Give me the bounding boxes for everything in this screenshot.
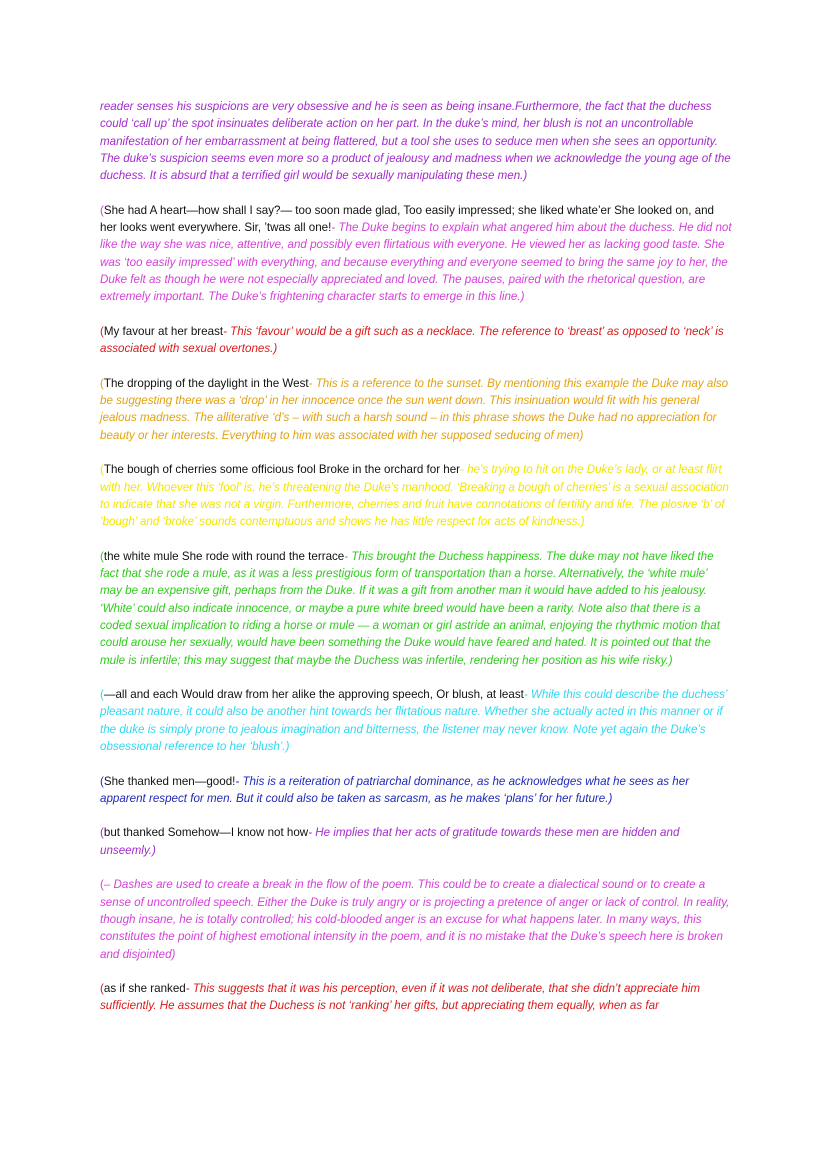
annotation-paragraph xyxy=(100,548,732,669)
annotation-paragraph xyxy=(100,980,732,1015)
annotation-paragraph xyxy=(100,876,732,962)
annotation-paragraph xyxy=(100,824,732,859)
analysis-note: - This suggests that it was his perception, even if it was not deliberate, that she didn’t appreciate him sufficiently. He assumes that the Duchess is not ‘ranking’ her gifts, but appreciating them equally, when as far xyxy=(100,982,700,1013)
opening-parenthesis: ( xyxy=(100,982,104,996)
poem-quote: the white mule She rode with round the terrace xyxy=(103,549,345,563)
annotation-paragraph xyxy=(100,461,732,530)
analysis-note: - This brought the Duchess happiness. The duke may not have liked the fact that she rode a mule, as it was a less prestigious form of transportation than a horse. Alternatively, the ‘white mule’ may be an expensive gift, perhaps from the Duke. If it was a gift from another man it would have added to his jealousy. ‘White’ could also indicate innocence, or maybe a pure white breed would have been a rarity. Note also that there is a coded sexual implication to riding a horse or mule — a woman or girl astride an animal, enjoying the rhythmic motion that could arouse her sexually, would have been something the Duke would have feared and hated. It is pointed out that the mule is infertile; this may suggest that maybe the Duchess was infertile, rendering her position as his wife risky.) xyxy=(100,549,720,667)
annotation-paragraph xyxy=(100,686,732,755)
opening-parenthesis: ( xyxy=(100,878,104,892)
annotation-paragraph xyxy=(100,98,732,184)
opening-parenthesis: ( xyxy=(100,324,104,338)
analysis-note: - The Duke begins to explain what angered him about the duchess. He did not like the way she was nice, attentive, and possibly even flirtatious with everyone. He viewed her as lacking good taste. She was ‘too easily impressed’ with everything, and because everything and everyone seemed to bring the same joy to her, the Duke felt as though he were not especially appreciated and loved. The pauses, paired with the rhetorical question, are extremely important. The Duke’s frightening character starts to emerge in this line.) xyxy=(100,221,732,304)
poem-quote: She thanked men—good! xyxy=(103,774,236,788)
annotation-paragraph xyxy=(100,202,732,306)
opening-parenthesis: ( xyxy=(100,826,104,840)
document-page xyxy=(100,98,732,1032)
opening-parenthesis: ( xyxy=(100,376,104,390)
analysis-note: – Dashes are used to create a break in the flow of the poem. This could be to create a dialectical sound or to create a sense of uncontrolled speech. Either the Duke is truly angry or is projecting a pretence of anger or lack of control. In reality, though insane, he is totally controlled; his cold-blooded anger is an excuse for what happens later. In many ways, this constitutes the point of highest emotional intensity in the poem, and it is no mistake that the Duke’s speech here is broken and disjointed) xyxy=(100,878,730,961)
analysis-note: - This ‘favour’ would be a gift such as a necklace. The reference to ‘breast’ as opposed to ‘neck’ is associated with sexual overtones.) xyxy=(100,324,724,356)
poem-quote: She had A heart—how shall I say?— too soon made glad, Too easily impressed; she liked whate’er She looked on, and her looks went everywhere. Sir, ’twas all one! xyxy=(100,203,714,235)
opening-parenthesis: ( xyxy=(100,463,104,477)
opening-parenthesis: ( xyxy=(100,549,104,563)
poem-quote: The dropping of the daylight in the West xyxy=(103,376,309,390)
analysis-note: - he’s trying to hit on the Duke’s lady, or at least flirt with her. Whoever this ‘fool’ is, he’s threatening the Duke’s manhood. ‘Breaking a bough of cherries’ is a sexual association to indicate that she was not a virgin. Furthermore, cherries and fruit have connotations of fertility and life. The plosive ‘b’ of ‘bough’ and ‘broke’ sounds contemptuous and shows he has little respect for acts of kindness.) xyxy=(100,463,729,529)
poem-quote: My favour at her breast xyxy=(103,324,224,338)
annotation-paragraph xyxy=(100,375,732,444)
opening-parenthesis: ( xyxy=(100,774,104,788)
annotation-paragraph xyxy=(100,323,732,358)
opening-parenthesis: ( xyxy=(100,688,104,702)
poem-quote: as if she ranked xyxy=(103,982,186,996)
opening-parenthesis: ( xyxy=(100,203,104,217)
analysis-note: - He implies that her acts of gratitude towards these men are hidden and unseemly.) xyxy=(100,826,680,857)
poem-quote: but thanked Somehow—I know not how xyxy=(103,826,309,840)
analysis-note: - While this could describe the duchess’ pleasant nature, it could also be another hint towards her flirtatious nature. Whether she actually acted in this manner or if the duke is simply prone to jealous imagination and bitterness, the listener may never know. Note yet again the Duke’s obsessional reference to her ‘blush’.) xyxy=(100,688,727,753)
poem-quote: The bough of cherries some officious fool Broke in the orchard for her xyxy=(103,463,461,477)
poem-quote: —all and each Would draw from her alike the approving speech, Or blush, at least xyxy=(103,688,524,702)
analysis-note: - This is a reference to the sunset. By mentioning this example the Duke may also be suggesting there was a ‘drop’ in her innocence once the sun went down. This insinuation would fit with his general jealous madness. The alliterative ‘d’s – with such a harsh sound – in this phrase shows the Duke had no appreciation for beauty or her interests. Everything to him was associated with her supposed seducing of men) xyxy=(100,376,729,442)
analysis-note: reader senses his suspicions are very obsessive and he is seen as being insane.Furthermore, the fact that the duchess could ‘call up’ the spot insinuates deliberate action on her part. In the duke’s mind, her blush is not an uncontrollable manifestation of her embarrassment at being flattered, but a tool she uses to seduce men when she sees an opportunity. The duke’s suspicion seems even more so a product of jealousy and madness when we acknowledge the young age of the duchess. It is absurd that a terrified girl would be sexually manipulating these men.) xyxy=(100,100,731,183)
annotation-paragraph xyxy=(100,773,732,808)
analysis-note: - This is a reiteration of patriarchal dominance, as he acknowledges what he sees as her apparent respect for men. But it could also be taken as sarcasm, as he makes ‘plans’ for her future.) xyxy=(100,774,690,805)
